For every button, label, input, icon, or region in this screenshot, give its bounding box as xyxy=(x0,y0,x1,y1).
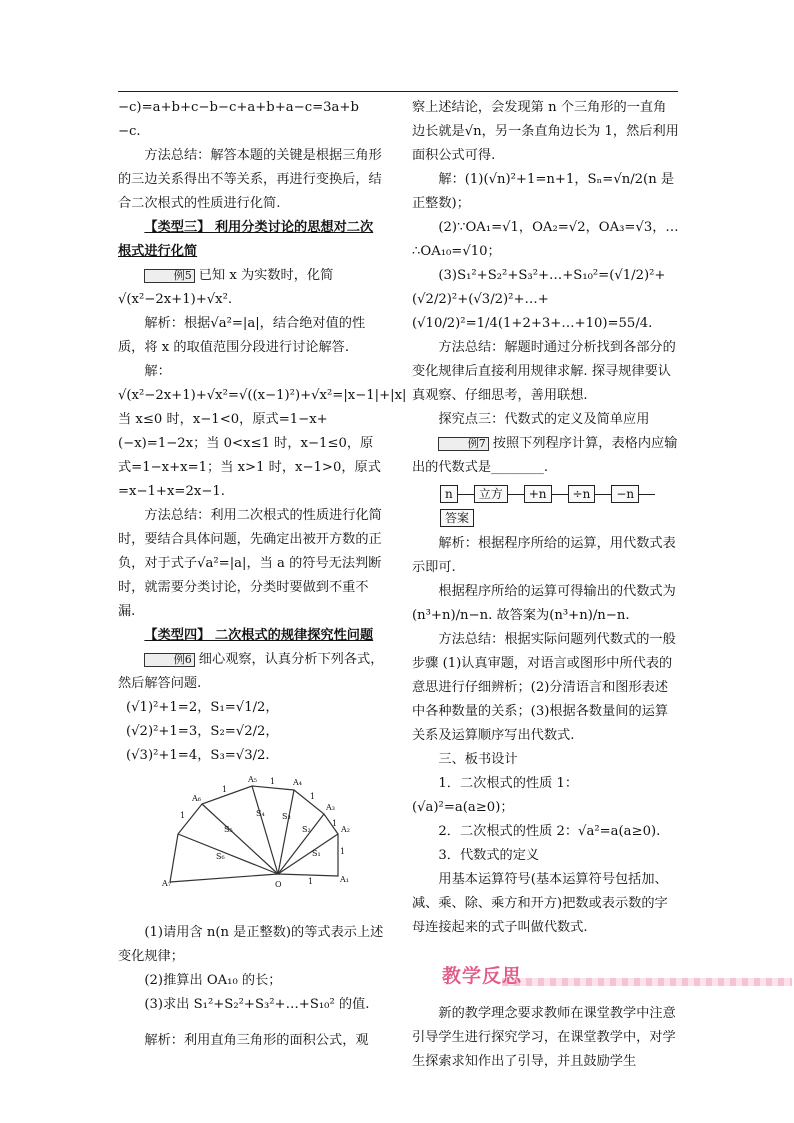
flow-box: 立方 xyxy=(474,485,508,503)
fig-label: S₃ xyxy=(282,812,291,821)
question: (1)请用含 n(n 是正整数)的等式表示上述变化规律； xyxy=(118,925,384,964)
arrow-icon xyxy=(458,494,474,495)
banner-stripe xyxy=(502,978,792,986)
example-text: 已知 x 为实数时，化简√(x²−2x+1)+√x². xyxy=(118,268,334,307)
fig-label: S₄ xyxy=(256,809,265,818)
solution-text: 解：√(x²−2x+1)+√x²=√((x−1)²)+√x²=|x−1|+|x|当 x≤0 时，x−1<0，原式=1−x+(−x)=1−2x；当 0<x≤1 时，x−1≤0，原式=1−x+x=1；当 x>1 时，x−1>0，原式=x−1+x=2x−1. xyxy=(118,364,407,499)
fig-label: A₆ xyxy=(192,794,201,803)
method-summary: 方法总结：解题时通过分析找到各部分的变化规律后直接利用规律求解. 探寻规律要认真观察、仔细思考，善用联想. xyxy=(412,340,676,403)
fig-label: A₃ xyxy=(326,803,335,812)
example-7 xyxy=(412,432,679,480)
section-heading-board: 三、板书设计 xyxy=(438,752,518,767)
program-flow xyxy=(440,482,679,530)
method-summary: 方法总结：利用二次根式的性质进行化简时，要结合具体问题，先确定出被开方数的正负，对于式子√a²=|a|，当 a 的符号无法判断时，就需要分类讨论，分类时要做到不重不漏. xyxy=(118,508,382,619)
fig-label: 1 xyxy=(308,877,314,886)
flow-box: ÷n xyxy=(568,485,596,503)
spiral-svg xyxy=(162,774,352,904)
fig-label: O xyxy=(275,880,282,889)
example-6 xyxy=(118,648,385,696)
example-tag: 例5 xyxy=(144,269,194,283)
example-5 xyxy=(118,264,385,312)
section-heading-type3: 【类型三】 利用分类讨论的思想对二次根式进行化简 xyxy=(118,220,374,259)
fig-label: 1 xyxy=(270,777,276,786)
fig-label: 1 xyxy=(340,847,346,856)
board-item: 2．二次根式的性质 2：√a²=a(a≥0). xyxy=(438,824,661,839)
radius-line xyxy=(278,834,338,874)
arrow-icon xyxy=(639,494,655,495)
analysis-text: 解析：根据√a²=|a|，结合绝对值的性质，将 x 的取值范围分段进行讨论解答. xyxy=(118,316,366,355)
text-line: −c. xyxy=(118,124,141,139)
fig-label: A₇ xyxy=(162,879,171,888)
fig-label: A₅ xyxy=(248,775,257,784)
solution-text: 解：(1)(√n)²+1=n+1，Sₙ=√n/2(n 是正整数)； xyxy=(412,172,675,211)
analysis-text: 察上述结论，会发现第 n 个三角形的一直角边长就是√n，另一条直角边长为 1，然后利用面积公式可得. xyxy=(412,100,679,163)
fig-label: 1 xyxy=(180,811,186,820)
example-text: 按照下列程序计算，表格内应输出的代数式是________. xyxy=(412,436,678,475)
reflection-banner xyxy=(442,964,679,992)
fig-label: S₂ xyxy=(302,825,311,834)
board-item: 1．二次根式的性质 1：(√a)²=a(a≥0)； xyxy=(412,776,579,815)
reflection-text: 新的教学理念要求教师在课堂教学中注意引导学生进行探究学习，在课堂教学中，对学生探索求知作出了引导，并且鼓励学生 xyxy=(412,1006,676,1069)
question: (2)推算出 OA₁₀ 的长； xyxy=(144,973,282,988)
text-line: −c)=a+b+c−b−c+a+b+a−c=3a+b xyxy=(118,100,359,115)
radius-line xyxy=(278,814,324,874)
fig-label: S₆ xyxy=(216,852,225,861)
flow-box: −n xyxy=(611,485,639,503)
right-column xyxy=(412,96,679,1074)
flow-box: n xyxy=(440,485,458,503)
section-heading-explore3: 探究点三：代数式的定义及简单应用 xyxy=(438,412,650,427)
solution-text: (3)S₁²+S₂²+S₃²+…+S₁₀²=(√1/2)²+(√2/2)²+(√3/2)²+…+(√10/2)²=1/4(1+2+3+…+10)=55/4. xyxy=(412,268,666,331)
example-text: 细心观察，认真分析下列各式，然后解答问题. xyxy=(118,652,384,691)
arrow-icon xyxy=(552,494,568,495)
flow-box: 答案 xyxy=(440,509,474,527)
analysis-text: 解析：根据程序所给的运算，用代数式表示即可. xyxy=(412,536,676,575)
solution-text: 根据程序所给的运算可得输出的代数式为(n³+n)/n−n. 故答案为(n³+n)/n−n. xyxy=(412,584,676,623)
arrow-icon xyxy=(508,494,524,495)
fig-label: A₄ xyxy=(293,778,302,787)
example-tag: 例6 xyxy=(144,653,194,667)
analysis-text: 解析：利用直角三角形的面积公式，观 xyxy=(144,1033,369,1048)
flow-box: +n xyxy=(524,485,552,503)
method-summary: 方法总结：解答本题的关键是根据三角形的三边关系得出不等关系，再进行变换后，结合二次根式的性质进行化简. xyxy=(118,148,382,211)
fig-label: S₅ xyxy=(224,825,233,834)
fig-label: A₂ xyxy=(341,825,350,834)
fig-label: 1 xyxy=(310,792,316,801)
example-tag: 例7 xyxy=(438,437,488,451)
board-item: 3．代数式的定义 xyxy=(438,848,540,863)
definition-text: 用基本运算符号(基本运算符号包括加、减、乘、除、乘方和开方)把数或表示数的字母连接起来的式子叫做代数式. xyxy=(412,872,668,935)
fig-label: 1 xyxy=(332,819,338,828)
radius-line xyxy=(278,790,294,874)
equation: (√2)²+1=3，S₂=√2/2， xyxy=(126,724,279,739)
left-column xyxy=(118,96,407,1053)
radius-line xyxy=(252,786,278,874)
arrow-icon xyxy=(595,494,611,495)
fig-label: S₁ xyxy=(312,849,321,858)
equation: (√1)²+1=2，S₁=√1/2， xyxy=(126,700,279,715)
question: (3)求出 S₁²+S₂²+S₃²+…+S₁₀² 的值. xyxy=(144,997,370,1012)
radius-line xyxy=(178,834,278,874)
equation: (√3)²+1=4，S₃=√3/2. xyxy=(126,748,270,763)
header-rule xyxy=(118,91,678,92)
spiral-triangle-figure xyxy=(162,774,385,913)
solution-text: (2)∵OA₁=√1，OA₂=√2，OA₃=√3，…∴OA₁₀=√10； xyxy=(412,220,679,259)
banner-title: 教学反思 xyxy=(442,965,523,987)
fig-label: 1 xyxy=(222,785,228,794)
radius-line xyxy=(202,804,278,874)
section-heading-type4: 【类型四】 二次根式的规律探究性问题 xyxy=(144,628,374,643)
fig-label: A₁ xyxy=(340,875,349,884)
method-summary: 方法总结：根据实际问题列代数式的一般步骤 (1)认真审题，对语言或图形中所代表的意思进行仔细辨析；(2)分清语言和图形表述中各种数量的关系；(3)根据各数量间的运算关系及运算顺序写出代数式. xyxy=(412,632,676,743)
